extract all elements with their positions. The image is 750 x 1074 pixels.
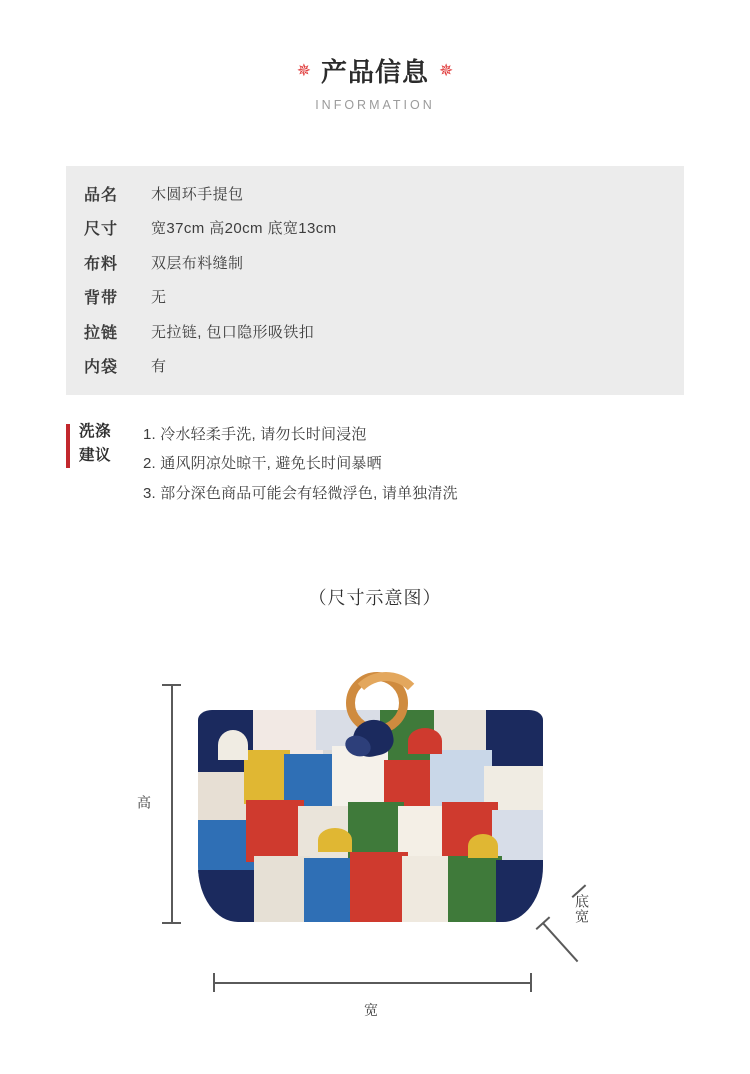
table-row	[66, 280, 684, 315]
row-label: 品名	[83, 186, 118, 204]
row-label: 拉链	[83, 324, 118, 342]
table-row	[66, 211, 684, 246]
header-title-row	[0, 52, 750, 89]
diagram-caption: （尺寸示意图）	[308, 588, 442, 608]
row-label: 背带	[83, 290, 118, 308]
table-row	[66, 349, 684, 384]
height-measure-cap-top	[162, 684, 181, 686]
care-list	[143, 420, 458, 508]
row-value: 宽37cm 高20cm 底宽13cm	[151, 220, 337, 238]
bottom-width-measure-line	[542, 922, 578, 962]
product-info-table	[66, 166, 684, 395]
table-row	[66, 176, 684, 211]
page-title: 产品信息	[320, 57, 429, 87]
care-label	[79, 420, 121, 508]
care-instructions	[66, 420, 684, 508]
flower-icon-left: ✵	[296, 61, 311, 80]
height-label: 高	[136, 795, 152, 810]
height-measure-line	[171, 684, 173, 924]
list-item: 2. 通风阴凉处晾干, 避免长时间暴晒	[143, 455, 382, 473]
bag-illustration	[198, 672, 543, 922]
row-label: 布料	[83, 255, 118, 273]
row-label: 尺寸	[83, 221, 118, 239]
row-value: 木圆环手提包	[151, 185, 244, 203]
page-header	[0, 0, 750, 112]
bottom-width-label: 底宽	[574, 894, 590, 924]
table-row	[66, 245, 684, 280]
size-diagram	[0, 650, 750, 1050]
width-label: 宽	[364, 1002, 379, 1018]
table-row	[66, 314, 684, 349]
page-subtitle: INFORMATION	[315, 98, 435, 112]
row-value: 有	[151, 358, 167, 376]
width-measure-cap-left	[213, 973, 215, 992]
row-value: 双层布料缝制	[151, 254, 244, 272]
width-measure-cap-right	[530, 973, 532, 992]
row-value: 无拉链, 包口隐形吸铁扣	[151, 323, 315, 341]
row-value: 无	[151, 289, 167, 307]
row-label: 内袋	[83, 359, 118, 377]
care-label-line1: 洗涤	[79, 423, 112, 440]
care-accent-bar	[66, 424, 70, 468]
care-label-line2: 建议	[79, 446, 112, 464]
flower-icon-right: ✵	[439, 61, 454, 80]
list-item: 3. 部分深色商品可能会有轻微浮色, 请单独清洗	[143, 484, 458, 502]
list-item: 1. 冷水轻柔手洗, 请勿长时间浸泡	[143, 426, 367, 443]
width-measure-line	[213, 982, 531, 984]
height-measure-cap-bottom	[162, 922, 181, 924]
